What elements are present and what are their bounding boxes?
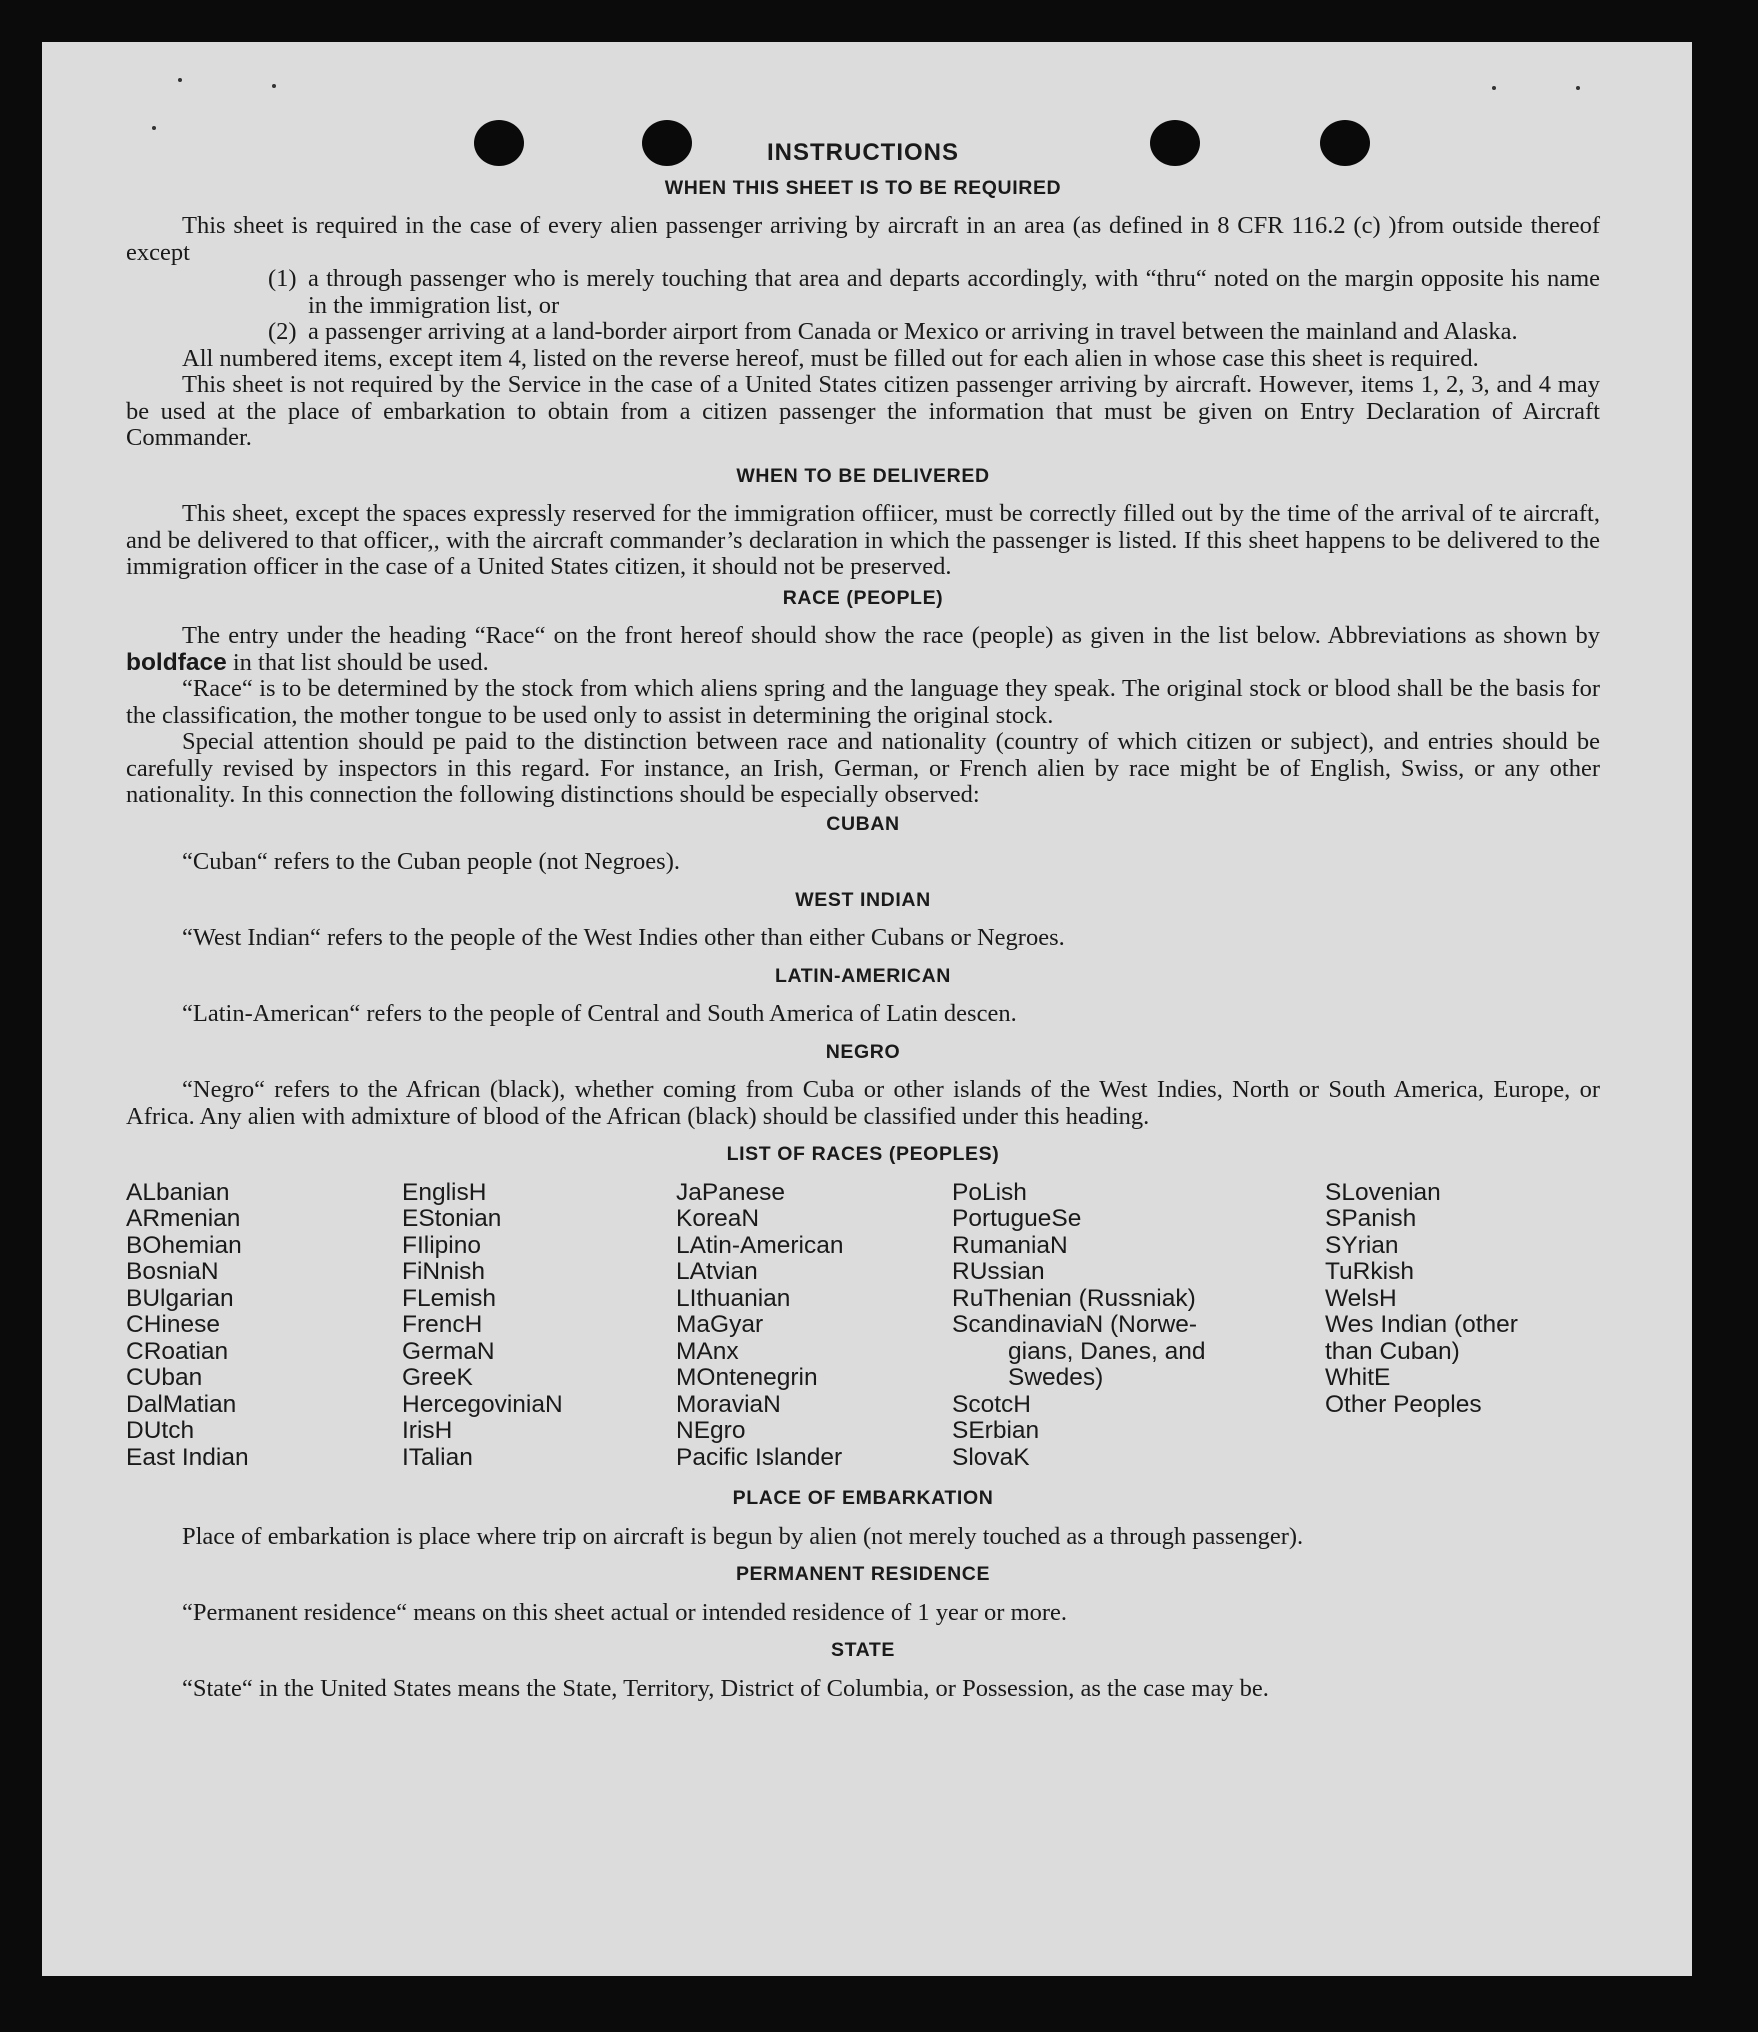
race-item: ScotcH bbox=[952, 1390, 1031, 1418]
paragraph: “Race“ is to be determined by the stock from which aliens spring and the language they speak. The original stock or blood shall be the basis for the classification, the mother tongue to be used only to assist in determining the original stock. bbox=[126, 675, 1600, 729]
races-column bbox=[952, 1180, 1325, 1472]
paragraph: This sheet, except the spaces expressly reserved for the immigration offiicer, must be correctly filled out by the time of the arrival of te aircraft, and be delivered to that officer,, with the aircraft commander’s declaration in which the passenger is listed. If this sheet happens to be delivered to the immigration officer in the case of a United States citizen, it should not be preserved. bbox=[126, 500, 1600, 580]
speck bbox=[152, 126, 156, 130]
paragraph: All numbered items, except item 4, listed on the reverse hereof, must be filled out for each alien in whose case this sheet is required. bbox=[182, 344, 1479, 372]
paragraph: “West Indian“ refers to the people of the West Indies other than either Cubans or Negroes. bbox=[182, 924, 1065, 951]
races-list bbox=[126, 1180, 1600, 1472]
race-item: MOntenegrin bbox=[676, 1364, 818, 1391]
race-item: than Cuban) bbox=[1325, 1337, 1460, 1365]
race-item: ARmenian bbox=[126, 1205, 241, 1232]
race-item: GreeK bbox=[402, 1364, 473, 1391]
speck bbox=[1492, 86, 1496, 90]
heading-negro: NEGRO bbox=[825, 1040, 901, 1063]
heading-list-of-races: LIST OF RACES (PEOPLES) bbox=[726, 1143, 1000, 1165]
race-item: Pacific Islander bbox=[676, 1443, 843, 1471]
heading-when-required: WHEN THIS SHEET IS TO BE REQUIRED bbox=[664, 176, 1062, 199]
race-item: KoreaN bbox=[676, 1205, 760, 1232]
races-column bbox=[126, 1180, 402, 1472]
race-item: SErbian bbox=[952, 1417, 1040, 1444]
race-item: Other Peoples bbox=[1325, 1390, 1482, 1418]
race-item: PortugueSe bbox=[952, 1205, 1082, 1232]
race-item: SlovaK bbox=[952, 1443, 1030, 1471]
race-item: RuThenian (Russniak) bbox=[952, 1284, 1196, 1312]
heading-state: STATE bbox=[830, 1639, 896, 1661]
race-item: JaPanese bbox=[676, 1178, 785, 1206]
paragraph: This sheet is not required by the Service in the case of a United States citizen passenger arriving by aircraft. However, items 1, 2, 3, and 4 may be used at the place of embarkation to obtain from a citizen passenger the information that must be given on Entry Declaration of Aircraft Commander. bbox=[126, 371, 1600, 451]
race-item: MAnx bbox=[676, 1337, 739, 1365]
paragraph: “Cuban“ refers to the Cuban people (not Negroes). bbox=[182, 848, 680, 875]
list-item bbox=[126, 319, 1600, 346]
race-item: WhitE bbox=[1325, 1364, 1391, 1391]
race-item: CHinese bbox=[126, 1311, 220, 1338]
race-item: gians, Danes, and bbox=[1008, 1337, 1206, 1365]
race-item: East Indian bbox=[126, 1443, 249, 1471]
race-item: Wes Indian (other bbox=[1325, 1311, 1518, 1338]
race-item: PoLish bbox=[952, 1178, 1027, 1206]
race-item: BUlgarian bbox=[126, 1284, 234, 1312]
race-item: LAtvian bbox=[676, 1258, 758, 1285]
instructions-body bbox=[126, 140, 1600, 1702]
race-item: CRoatian bbox=[126, 1337, 229, 1365]
race-item: CUban bbox=[126, 1364, 203, 1391]
speck bbox=[1576, 86, 1580, 90]
document-page bbox=[42, 42, 1692, 1976]
item-text: a through passenger who is merely touching that area and departs accordingly, with “thru“ noted on the margin opposite his name in the immigration list, or bbox=[308, 265, 1600, 319]
race-item: RumaniaN bbox=[952, 1231, 1068, 1259]
race-item: SLovenian bbox=[1325, 1178, 1441, 1206]
race-item: Swedes) bbox=[1008, 1364, 1104, 1391]
race-item: MaGyar bbox=[676, 1311, 764, 1338]
heading-latin-american: LATIN-AMERICAN bbox=[775, 964, 951, 987]
heading-race: RACE (PEOPLE) bbox=[782, 586, 944, 609]
paragraph: “Negro“ refers to the African (black), whether coming from Cuba or other islands of the West Indies, North or South America, Europe, or Africa. Any alien with admixture of blood of the African (black) should be classified under this heading. bbox=[126, 1076, 1600, 1130]
race-item: LIthuanian bbox=[676, 1284, 791, 1312]
page-title: INSTRUCTIONS bbox=[767, 139, 959, 166]
races-column bbox=[402, 1180, 676, 1472]
race-item: NEgro bbox=[676, 1417, 746, 1444]
race-item: BosniaN bbox=[126, 1258, 219, 1285]
speck bbox=[272, 84, 276, 88]
race-item: FLemish bbox=[402, 1284, 496, 1312]
race-item: DalMatian bbox=[126, 1390, 237, 1418]
list-item bbox=[126, 266, 1600, 319]
item-number: (1) bbox=[268, 265, 297, 292]
race-item: ITalian bbox=[402, 1443, 473, 1471]
heading-cuban: CUBAN bbox=[826, 812, 900, 835]
heading-when-delivered: WHEN TO BE DELIVERED bbox=[736, 464, 990, 487]
text-run: The entry under the heading “Race“ on the front hereof should show the race (people) as given in the list below. Abbreviations as shown by bbox=[182, 622, 1600, 649]
item-text: a passenger arriving at a land-border airport from Canada or Mexico or arriving in travel between the mainland and Alaska. bbox=[308, 318, 1518, 345]
race-item: FrencH bbox=[402, 1311, 483, 1338]
item-number: (2) bbox=[268, 318, 297, 345]
race-item: FiNnish bbox=[402, 1258, 486, 1285]
race-item: FIlipino bbox=[402, 1231, 481, 1259]
races-column bbox=[676, 1180, 952, 1472]
race-item: RUssian bbox=[952, 1258, 1045, 1285]
race-item: GermaN bbox=[402, 1337, 495, 1365]
race-item: MoraviaN bbox=[676, 1390, 781, 1418]
race-item: EnglisH bbox=[402, 1178, 487, 1206]
race-item: ScandinaviaN (Norwe- bbox=[952, 1311, 1198, 1338]
heading-embarkation: PLACE OF EMBARKATION bbox=[732, 1487, 994, 1509]
race-item: IrisH bbox=[402, 1417, 453, 1444]
text-run: in that list should be used. bbox=[232, 648, 489, 676]
race-item: ALbanian bbox=[126, 1178, 230, 1206]
race-item: WelsH bbox=[1325, 1284, 1397, 1312]
heading-west-indian: WEST INDIAN bbox=[795, 888, 931, 911]
race-item: EStonian bbox=[402, 1205, 502, 1232]
race-item: TuRkish bbox=[1325, 1258, 1414, 1285]
race-item: SPanish bbox=[1325, 1205, 1417, 1232]
race-item: DUtch bbox=[126, 1417, 195, 1444]
races-column bbox=[1325, 1180, 1600, 1472]
speck bbox=[178, 78, 182, 82]
paragraph: Place of embarkation is place where trip on aircraft is begun by alien (not merely touched as a through passenger). bbox=[182, 1522, 1304, 1550]
race-item: HercegoviniaN bbox=[402, 1390, 563, 1418]
paragraph: “Latin-American“ refers to the people of Central and South America of Latin descen. bbox=[182, 1000, 1017, 1027]
race-item: BOhemian bbox=[126, 1231, 242, 1259]
race-item: LAtin-American bbox=[676, 1231, 844, 1259]
heading-permanent-residence: PERMANENT RESIDENCE bbox=[735, 1563, 991, 1585]
paragraph: “State“ in the United States means the State, Territory, District of Columbia, or Possession, as the case may be. bbox=[182, 1674, 1269, 1702]
paragraph: This sheet is required in the case of every alien passenger arriving by aircraft in an area (as defined in 8 CFR 116.2 (c) )from outside thereof except bbox=[126, 212, 1600, 266]
paragraph bbox=[126, 623, 1600, 676]
paragraph: Special attention should pe paid to the distinction between race and nationality (country of which citizen or subject), and entries should be carefully revised by inspectors in this regard. For instance, an Irish, German, or French alien by race might be of English, Swiss, or any other nationality. In this connection the following distinctions should be especially observed: bbox=[126, 728, 1600, 808]
race-item: SYrian bbox=[1325, 1231, 1399, 1259]
paragraph: “Permanent residence“ means on this sheet actual or intended residence of 1 year or more. bbox=[182, 1598, 1068, 1626]
bold-term: boldface bbox=[126, 648, 227, 676]
